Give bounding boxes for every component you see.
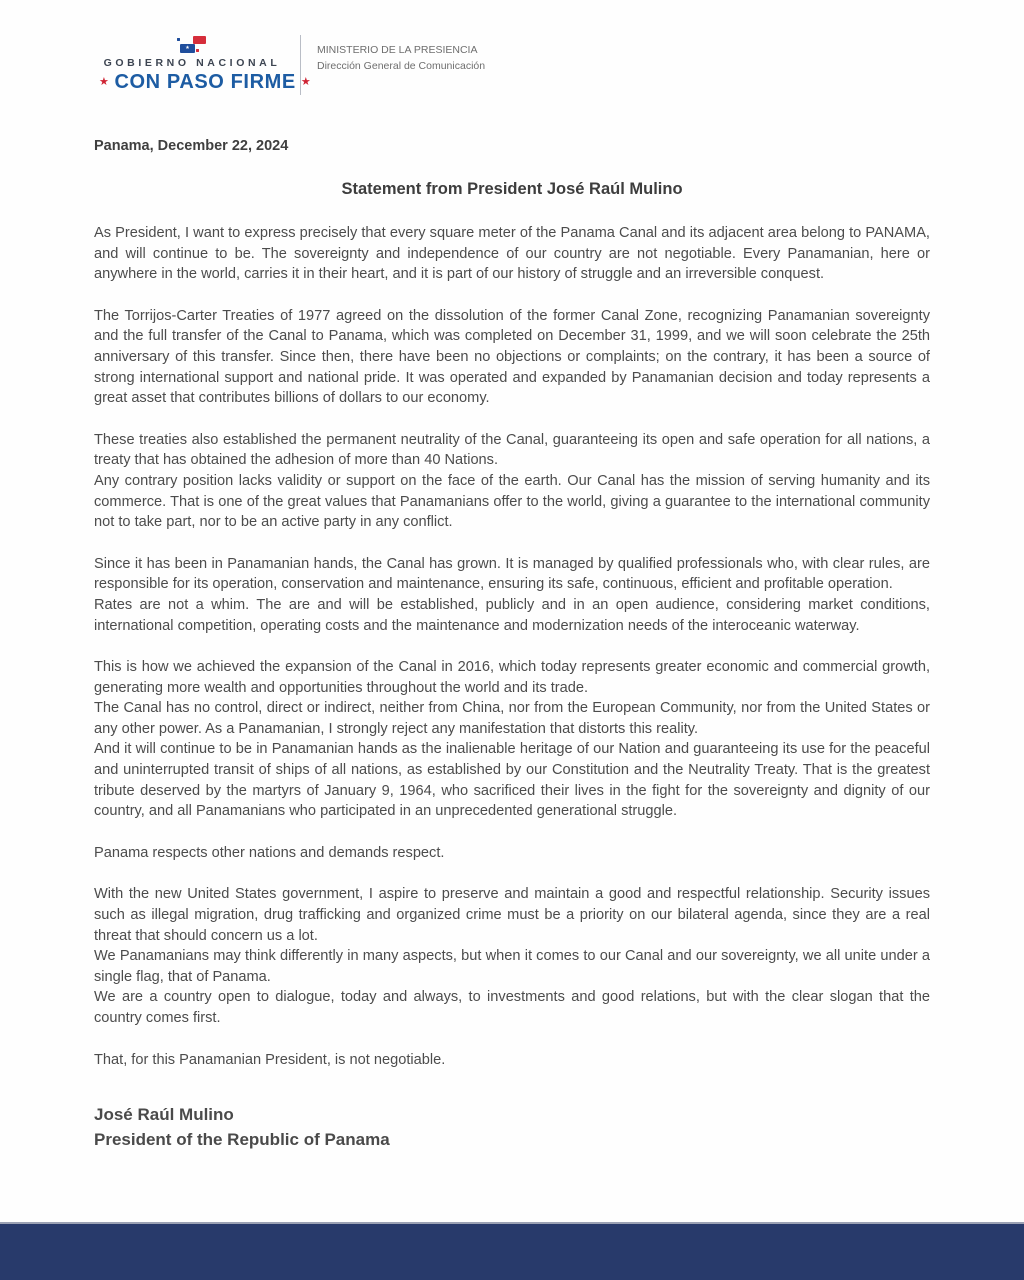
signatory-title: President of the Republic of Panama: [94, 1130, 390, 1150]
paragraph: [94, 843, 930, 864]
paragraph-text: With the new United States government, I aspire to preserve and maintain a good and respectful relationship. Security issues such as illegal migration, drug trafficking and organized crime must be a priority on our bilateral agenda, since they are a real threat that should concern us a lot.: [94, 886, 930, 944]
paragraph-text: Rates are not a whim. The are and will be established, publicly and in an open audience, considering market conditions, international competition, operating costs and the maintenance and modernization needs of the interoceanic waterway.: [94, 596, 930, 634]
flag-blue-quarter: [180, 44, 195, 53]
letter-content: [0, 138, 1024, 1152]
flag-red-star-dot: [196, 49, 199, 52]
paragraph: [94, 884, 930, 1028]
paragraph-text: The Torrijos-Carter Treaties of 1977 agreed on the dissolution of the former Canal Zone, recognizing Panamanian sovereignty and the full transfer of the Canal to Panama, which was completed on December 31, 1999, and we will soon celebrate the 25th anniversary of this transfer. Since then, there have been no objections or complaints; on the contrary, it has been a source of strong international support and national pride. It was operated and expanded by Panamanian decision and today represents a great asset that contributes billions of dollars to our economy.: [94, 307, 930, 407]
footer-bar: [0, 1222, 1024, 1280]
red-star-icon: ★: [300, 76, 312, 88]
flag-red-quarter: [193, 36, 206, 44]
paragraph-text: Any contrary position lacks validity or support on the face of the earth. Our Canal has the mission of serving humanity and its commerce. That is one of the great values that Panamanians offer to the world, giving a guarantee to the international community not to take part, nor to be an active party in any conflict.: [94, 472, 930, 531]
flag-blue-star-dot: [177, 38, 180, 41]
page-title: Statement from President José Raúl Mulino: [341, 180, 683, 198]
paragraph-text: And it will continue to be in Panamanian hands as the inalienable heritage of our Nation and guaranteeing its use for the peaceful and uninterrupted transit of ships of all nations, as established by our Constitution and the Neutrality Treaty. That is the greatest tribute deserved by the martyrs of January 9, 1964, who sacrificed their lives in the fight for the sovereignty and dignity of our country, and all Panamanians who participated in an unprecedented generational struggle.: [94, 741, 930, 820]
ministry-name: MINISTERIO DE LA PRESIENCIA: [317, 43, 478, 56]
paragraph-text: That, for this Panamanian President, is not negotiable.: [94, 1051, 446, 1068]
logo-slogan-text: CON PASO FIRME: [114, 71, 296, 93]
paragraph: [94, 1050, 930, 1071]
paragraph-text: As President, I want to express precisely that every square meter of the Panama Canal and its adjacent area belong to PANAMA, and will continue to be. The sovereignty and independence of our country are not negotiable. Every Panamanian, here or anywhere in the world, carries it in their heart, and it is part of our history of struggle and an irreversible conquest.: [94, 225, 930, 283]
paragraph-text: We Panamanians may think differently in many aspects, but when it comes to our Canal and our sovereignty, we all unite under a single flag, that of Panama.: [94, 948, 930, 985]
paragraph: [94, 306, 930, 409]
ministry-department: Dirección General de Comunicación: [317, 60, 486, 72]
letter-body: [94, 223, 930, 1070]
paragraph: [94, 430, 930, 533]
flag-white-star: ★: [185, 45, 190, 51]
signatory-name: José Raúl Mulino: [94, 1105, 234, 1125]
paragraph-text: The Canal has no control, direct or indirect, neither from China, nor from the European Community, nor from the United States or any other power. As a Panamanian, I strongly reject any manifestation that distorts this reality.: [94, 700, 930, 737]
ministry-block: [317, 42, 485, 89]
paragraph-text: This is how we achieved the expansion of the Canal in 2016, which today represents greater economic and commercial growth, generating more wealth and opportunities throughout the world and its trade.: [94, 659, 930, 696]
logo-con-paso-firme: [94, 71, 312, 94]
panama-flag-icon: [177, 36, 207, 53]
paragraph-text: These treaties also established the permanent neutrality of the Canal, guaranteeing its open and safe operation for all nations, a treaty that has obtained the adhesion of more than 40 Nations.: [94, 431, 930, 469]
header-divider: [300, 35, 301, 95]
paragraph: [94, 657, 930, 822]
signature-block: [94, 1102, 930, 1152]
paragraph: [94, 223, 930, 285]
paragraph-text: Panama respects other nations and demands respect.: [94, 844, 445, 861]
paragraph: [94, 554, 930, 636]
letterhead: [0, 0, 1024, 100]
logo-gobierno-nacional: GOBIERNO NACIONAL: [103, 57, 281, 69]
paragraph-text: We are a country open to dialogue, today and always, to investments and good relations, but with the clear slogan that the country comes first.: [94, 989, 930, 1026]
government-logo: [94, 36, 312, 94]
red-star-icon: ★: [99, 76, 110, 88]
paragraph-text: Since it has been in Panamanian hands, the Canal has grown. It is managed by qualified professionals who, with clear rules, are responsible for its operation, conservation and maintenance, ensuring its safe, continuous, efficient and profitable operation.: [94, 555, 930, 593]
date-line: Panama, December 22, 2024: [94, 138, 289, 154]
